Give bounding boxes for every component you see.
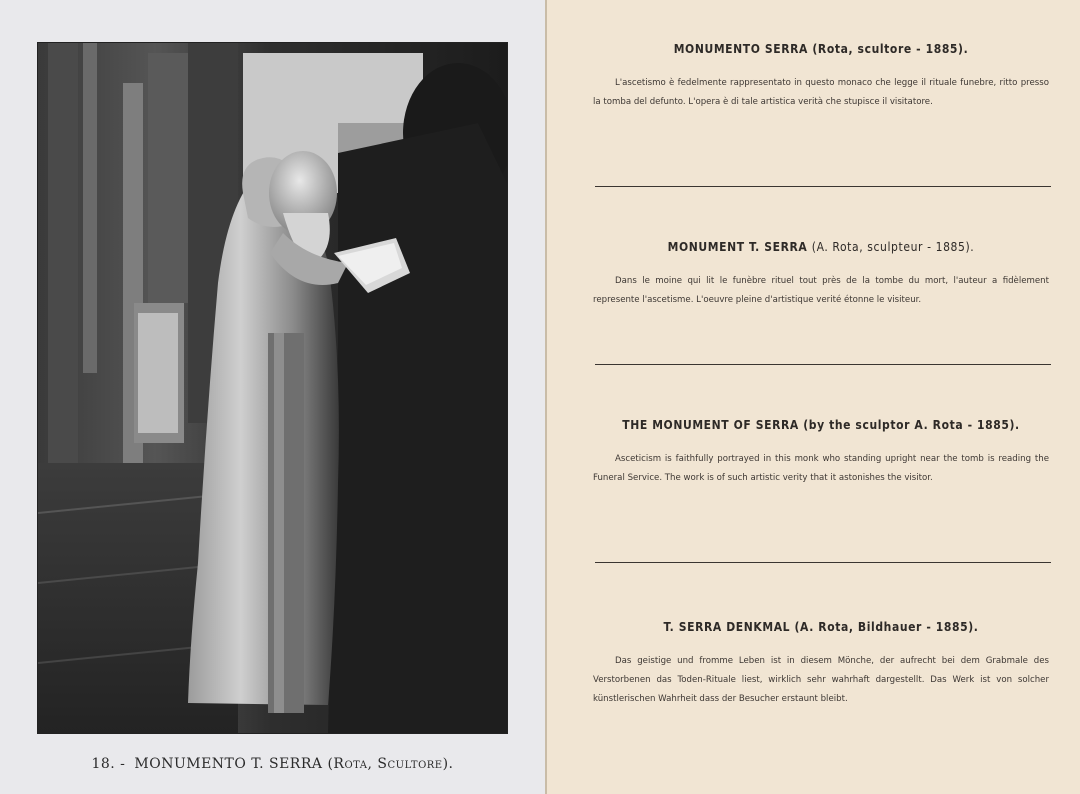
right-page [545,0,1080,794]
section-italian [593,42,1049,112]
section-german [593,620,1049,709]
section-title-detail: (by the sculptor A. Rota - 1885). [803,418,1020,432]
section-title-detail: (A. Rota, sculpteur - 1885). [811,240,975,254]
section-title [593,418,1049,432]
section-title-name: MONUMENTO SERRA [673,42,809,56]
section-english [593,418,1049,488]
section-title [593,42,1049,56]
caption-title: MONUMENTO T. SERRA [134,756,323,772]
section-title-detail: (Rota, scultore - 1885). [812,42,969,56]
section-text: Das geistige und fromme Leben ist in diesem Mönche, der aufrecht bei dem Grabmale des Verstorbenen das Toden-Rituale liest, wirklich sehr wahrhaft dargestellt. Das Werk ist von solcher künstlerischen Wahrheit dass der Besucher erstaunt bleibt. [593,656,1049,704]
photo-caption [0,756,545,772]
section-title-detail: (A. Rota, Bildhauer - 1885). [794,620,979,634]
section-divider [595,186,1051,187]
section-divider [595,364,1051,365]
section-text: Dans le moine qui lit le funèbre rituel tout près de la tombe du mort, l'auteur a fidèlement represente l'ascetisme. L'oeuvre pleine d'artistique verité étonne le visiteur. [593,276,1049,305]
section-divider [595,562,1051,563]
monument-photograph [37,42,508,734]
section-french [593,240,1049,310]
section-title [593,620,1049,634]
section-title [593,240,1049,254]
section-text: L'ascetismo è fedelmente rappresentato in questo monaco che legge il rituale funebre, ritto presso la tomba del defunto. L'opera è di tale artistica verità che stupisce il visitatore. [593,78,1049,107]
section-title-name: MONUMENT T. SERRA [667,240,808,254]
section-title-name: THE MONUMENT OF SERRA [622,418,799,432]
caption-sculptor: (Rota, Scultore). [327,756,454,772]
section-text: Asceticism is faithfully portrayed in this monk who standing upright near the tomb is reading the Funeral Service. The work is of such artistic verity that it astonishes the visitor. [593,454,1049,483]
monk-statue-image [38,43,507,733]
section-title-name: T. SERRA DENKMAL [663,620,791,634]
caption-number: 18. - [91,756,126,772]
